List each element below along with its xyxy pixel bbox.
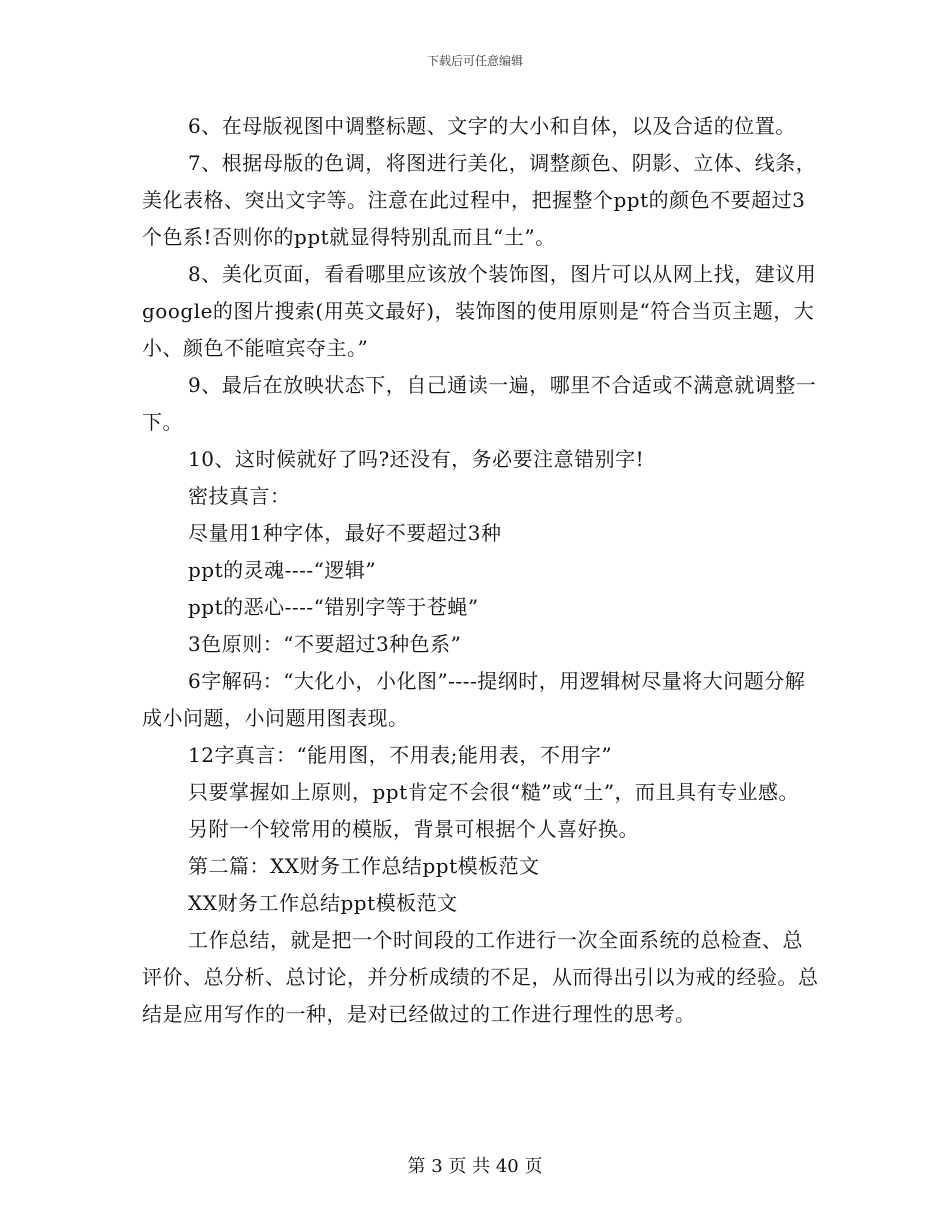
document-body bbox=[142, 108, 822, 1033]
paragraph-step-9: 9、最后在放映状态下，自己通读一遍，哪里不合适或不满意就调整一下。 bbox=[142, 373, 817, 434]
paragraph-step-10: 10、这时候就好了吗?还没有，务必要注意错别字! bbox=[188, 447, 645, 471]
paragraph-step-7: 7、根据母版的色调，将图进行美化，调整颜色、阴影、立体、线条，美化表格、突出文字等。注意在此过程中，把握整个ppt的颜色不要超过3个色系!否则你的ppt就显得特别乱而且“土”。 bbox=[142, 151, 817, 249]
paragraph-summary: 只要掌握如上原则，ppt肯定不会很“糙”或“土”，而且具有专业感。 bbox=[188, 780, 800, 804]
paragraph-template-note: 另附一个较常用的模版，背景可根据个人喜好换。 bbox=[188, 817, 639, 841]
paragraph-tip-colors: 3色原则：“不要超过3种色系” bbox=[188, 632, 462, 656]
paragraph-work-summary: 工作总结，就是把一个时间段的工作进行一次全面系统的总检查、总评价、总分析、总讨论，并分析成绩的不足，从而得出引以为戒的经验。总结是应用写作的一种，是对已经做过的工作进行理性的思考。 bbox=[142, 928, 819, 1026]
paragraph-tip-typos: ppt的恶心----“错别字等于苍蝇” bbox=[188, 595, 479, 619]
paragraph-step-6: 6、在母版视图中调整标题、文字的大小和自体，以及合适的位置。 bbox=[188, 114, 796, 138]
page-header: 下载后可任意编辑 bbox=[426, 54, 523, 68]
paragraph-tip-12-words: 12字真言：“能用图，不用表;能用表，不用字” bbox=[188, 743, 613, 767]
paragraph-tips-heading: 密技真言： bbox=[188, 484, 291, 508]
section-heading: 第二篇：XX财务工作总结ppt模板范文 bbox=[188, 854, 540, 878]
paragraph-tip-logic: ppt的灵魂----“逻辑” bbox=[188, 558, 377, 582]
section-subtitle: XX财务工作总结ppt模板范文 bbox=[188, 891, 458, 915]
paragraph-step-8: 8、美化页面，看看哪里应该放个装饰图，图片可以从网上找，建议用google的图片搜索(用英文最好)，装饰图的使用原则是“符合当页主题，大小、颜色不能喧宾夺主。” bbox=[142, 262, 817, 360]
paragraph-tip-decode: 6字解码：“大化小，小化图”----提纲时，用逻辑树尽量将大问题分解成小问题，小问题用图表现。 bbox=[142, 669, 806, 730]
page-footer: 第 3 页 共 40 页 bbox=[407, 1156, 543, 1177]
paragraph-tip-fonts: 尽量用1种字体，最好不要超过3种 bbox=[188, 521, 502, 545]
